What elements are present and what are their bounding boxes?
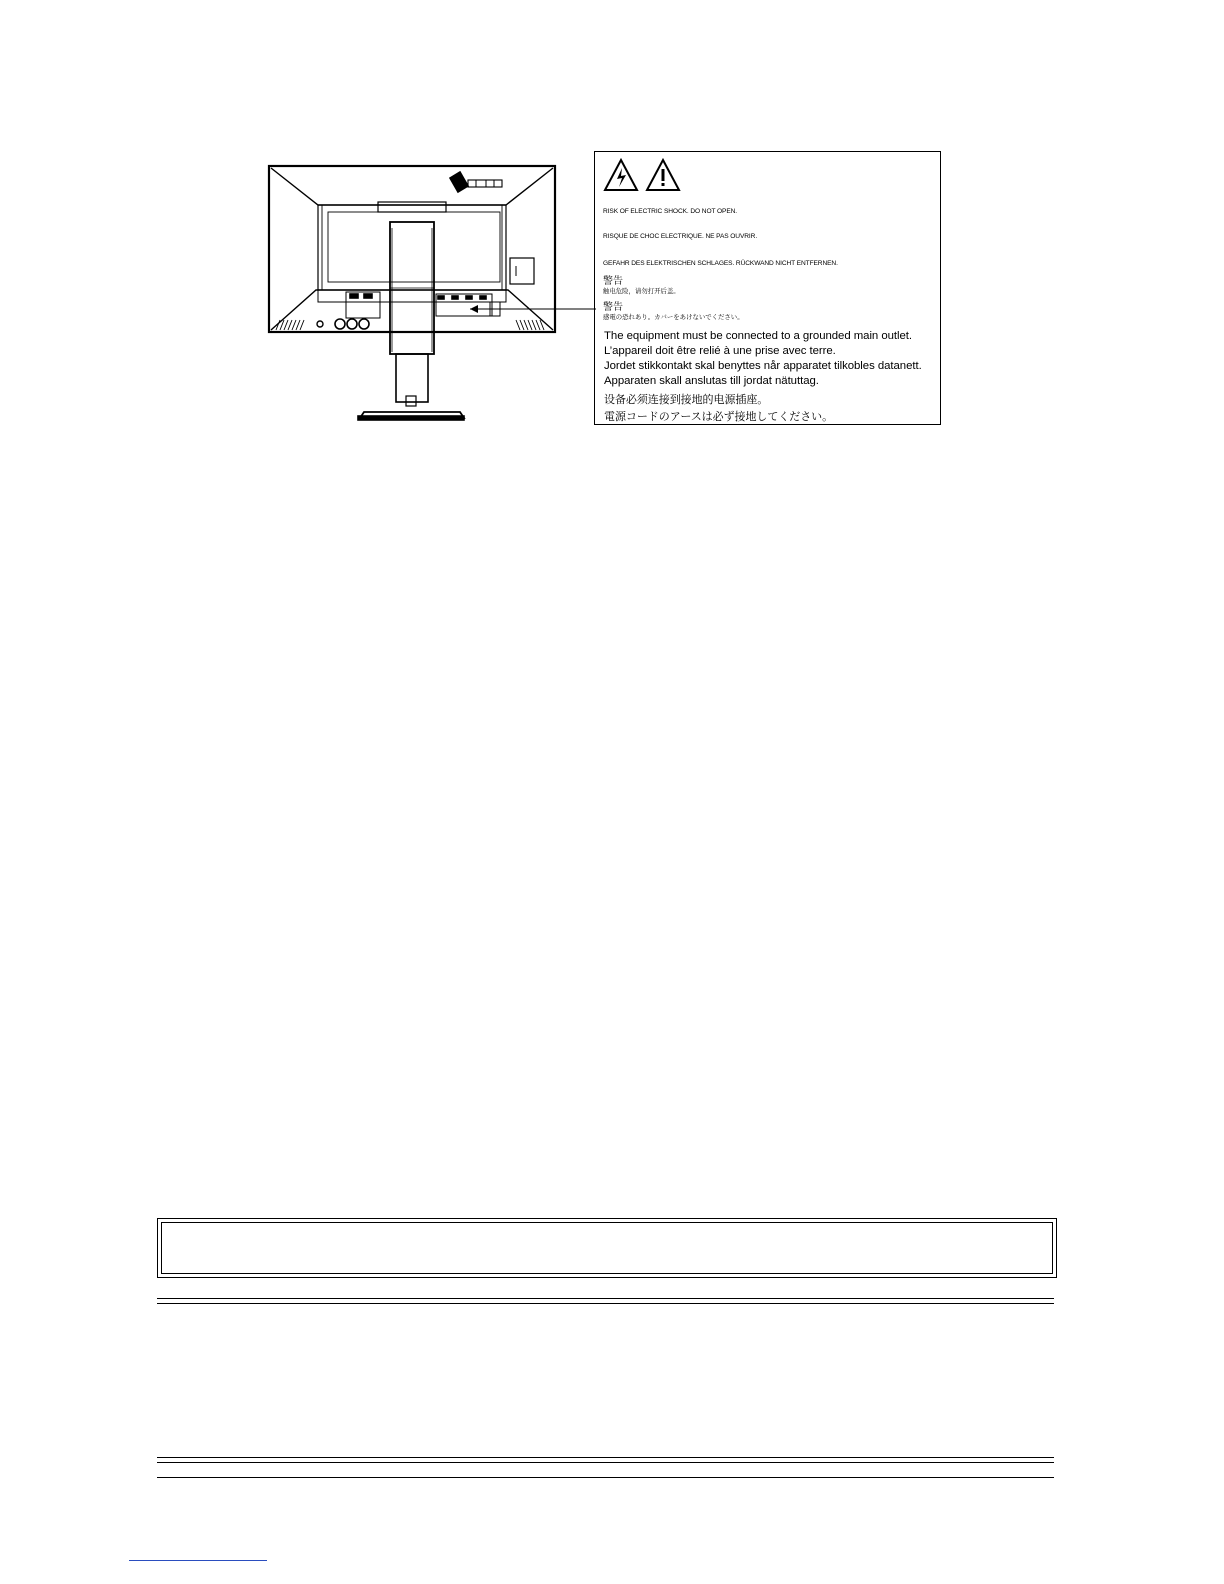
grounding-text-sv: Apparaten skall anslutas till jordat nätuttag. xyxy=(604,375,819,387)
warning-heading-cn: 警告 xyxy=(603,276,623,287)
caution-exclamation-icon xyxy=(647,160,679,190)
grounding-text-fr: L’appareil doit être relié à une prise avec terre. xyxy=(604,345,836,357)
warning-text-fr: RISQUE DE CHOC ELECTRIQUE. NE PAS OUVRIR. xyxy=(603,233,758,240)
warning-label xyxy=(594,151,941,425)
electric-shock-warning-icon xyxy=(605,160,637,190)
warning-text-jp: 感電の恐れあり。カバーをあけないでください。 xyxy=(603,313,744,321)
grounding-text-en: The equipment must be connected to a grounded main outlet. xyxy=(604,330,913,342)
footer-rule xyxy=(157,1477,1054,1478)
monitor-rear-illustration xyxy=(266,160,558,424)
section-rule-bottom xyxy=(157,1457,1054,1463)
warning-text-cn: 触电危险，请勿打开后盖。 xyxy=(603,287,680,295)
grounding-text-jp: 電源コードのアースは必ず接地してください。 xyxy=(604,410,834,423)
footer-link-underline[interactable] xyxy=(129,1560,267,1561)
warning-text-en: RISK OF ELECTRIC SHOCK. DO NOT OPEN. xyxy=(603,208,738,215)
callout-leader-line xyxy=(470,300,600,320)
warning-triangles xyxy=(603,158,683,192)
warning-text-de: GEFAHR DES ELEKTRISCHEN SCHLAGES. RÜCKWAND NICHT ENTFERNEN. xyxy=(603,260,838,267)
notice-box xyxy=(157,1218,1057,1278)
notice-box-inner-border xyxy=(161,1222,1053,1274)
brand-logo-icon xyxy=(450,172,502,192)
grounding-text-cn: 设备必须连接到接地的电源插座。 xyxy=(604,393,769,406)
grounding-text-no: Jordet stikkontakt skal benyttes når apparatet tilkobles datanett. xyxy=(604,360,922,372)
section-rule-top xyxy=(157,1298,1054,1304)
warning-heading-jp: 警告 xyxy=(603,302,623,313)
